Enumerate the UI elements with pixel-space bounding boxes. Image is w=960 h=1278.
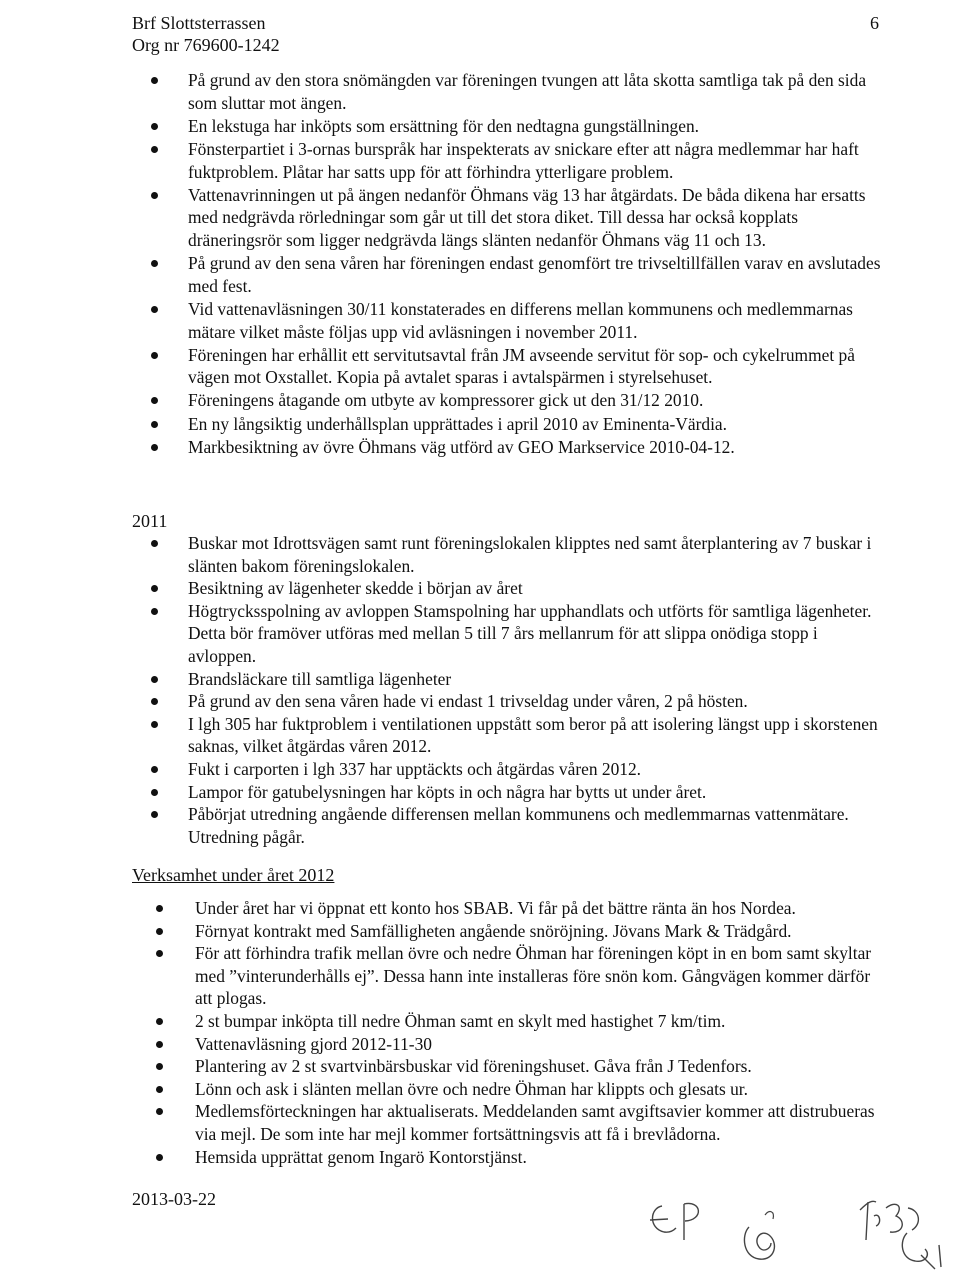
signature-initials-1: [640, 1188, 720, 1248]
list-item: På grund av den stora snömängden var föreningen tvungen att låta skotta samtliga tak på den sida som sluttar mot ängen.: [188, 69, 888, 114]
list-item: Plantering av 2 st svartvinbärsbuskar vid föreningshuset. Gåva från J Tedenfors.: [195, 1055, 875, 1078]
signature-initials-2: [735, 1205, 795, 1270]
list-item: Buskar mot Idrottsvägen samt runt föreningslokalen klipptes ned samt återplantering av 7 buskar i slänten bakom föreningslokalen.: [188, 532, 888, 577]
document-date: 2013-03-22: [132, 1189, 216, 1209]
bullet-list-2010: [188, 69, 888, 459]
list-item: Vattenavrinningen ut på ängen nedanför Öhmans väg 13 har åtgärdats. De båda dikena har ersatts med nedgrävda rörledningar som går ut till det stora diket. Till dessa har också kopplats dräneringsrör som ligger nedgrävda längs slänten nedanför Öhmans väg 11 och 13.: [188, 184, 888, 252]
section-heading-2012: Verksamhet under året 2012: [132, 865, 335, 885]
list-item: Lönn och ask i slänten mellan övre och nedre Öhman har klippts och glesats ur.: [195, 1078, 875, 1101]
bullet-list-2011: [188, 532, 888, 848]
list-item: Förnyat kontrakt med Samfälligheten angående snöröjning. Jövans Mark & Trädgård.: [195, 920, 875, 943]
list-item: Högtrycksspolning av avloppen Stamspolning har upphandlats och utförts för samtliga lägenheter. Detta bör framöver utföras med mellan 5 till 7 års mellanrum för att slippa onödiga stopp i avloppen.: [188, 600, 888, 668]
list-item: Föreningen har erhållit ett servitutsavtal från JM avseende servitut för sop- och cykelrummet på vägen mot Oxstallet. Kopia på avtalet sparas i avtalspärmen i styrelsehuset.: [188, 344, 888, 389]
list-item: På grund av den sena våren hade vi endast 1 trivseldag under våren, 2 på hösten.: [188, 690, 888, 713]
list-item: Medlemsförteckningen har aktualiserats. Meddelanden samt avgiftsavier kommer att distrubueras via mejl. De som inte har mejl kommer fortsättningsvis att få i brevlådorna.: [195, 1101, 875, 1144]
list-item: På grund av den sena våren har föreningen endast genomfört tre trivseltillfällen varav en avslutades med fest.: [188, 252, 888, 297]
org-number: Org nr 769600-1242: [132, 35, 280, 55]
document-header: [132, 12, 280, 56]
list-item: Fönsterpartiet i 3-ornas burspråk har inspekterats av snickare efter att några medlemmar har haft fuktproblem. Plåtar har satts upp för att förhindra ytterligare problem.: [188, 138, 888, 183]
signature-initials-4: [895, 1225, 955, 1275]
list-item: Föreningens åtagande om utbyte av kompressorer gick ut den 31/12 2010.: [188, 389, 888, 412]
list-item: En lekstuga har inköpts som ersättning för den nedtagna gungställningen.: [188, 115, 888, 138]
list-item: Brandsläckare till samtliga lägenheter: [188, 668, 888, 691]
bullet-list-2012: [195, 897, 875, 1168]
list-item: Hemsida upprättat genom Ingarö Kontorstjänst.: [195, 1146, 875, 1169]
list-item: Besiktning av lägenheter skedde i början av året: [188, 577, 888, 600]
list-item: I lgh 305 har fuktproblem i ventilationen uppstått som beror på att isolering längst upp i skorstenen saknas, vilket åtgärdas våren 2012.: [188, 713, 888, 758]
list-item: Markbesiktning av övre Öhmans väg utförd av GEO Markservice 2010-04-12.: [188, 436, 888, 459]
list-item: Vid vattenavläsningen 30/11 konstaterades en differens mellan kommunens och medlemmarnas mätare vilket måste följas upp vid avläsningen i november 2011.: [188, 298, 888, 343]
year-heading-2011: 2011: [132, 511, 168, 531]
list-item: Lampor för gatubelysningen har köpts in och några har bytts ut under året.: [188, 781, 888, 804]
list-item: För att förhindra trafik mellan övre och nedre Öhman har föreningen köpt in en bom samt skyltar med ”vinterunderhålls ej”. Dessa hann inte installeras före snön kom. Gångvägen kommer därför att plogas.: [195, 942, 875, 1010]
list-item: Vattenavläsning gjord 2012-11-30: [195, 1033, 875, 1056]
list-item: En ny långsiktig underhållsplan upprättades i april 2010 av Eminenta-Värdia.: [188, 413, 888, 436]
list-item: Fukt i carporten i lgh 337 har upptäckts och åtgärdas våren 2012.: [188, 758, 888, 781]
association-name: Brf Slottsterrassen: [132, 13, 266, 33]
list-item: Påbörjat utredning angående differensen mellan kommunens och medlemmarnas vattenmätare. Utredning pågår.: [188, 803, 888, 848]
list-item: 2 st bumpar inköpta till nedre Öhman samt en skylt med hastighet 7 km/tim.: [195, 1010, 875, 1033]
page-number: 6: [870, 13, 879, 33]
list-item: Under året har vi öppnat ett konto hos SBAB. Vi får på det bättre ränta än hos Nordea.: [195, 897, 875, 920]
